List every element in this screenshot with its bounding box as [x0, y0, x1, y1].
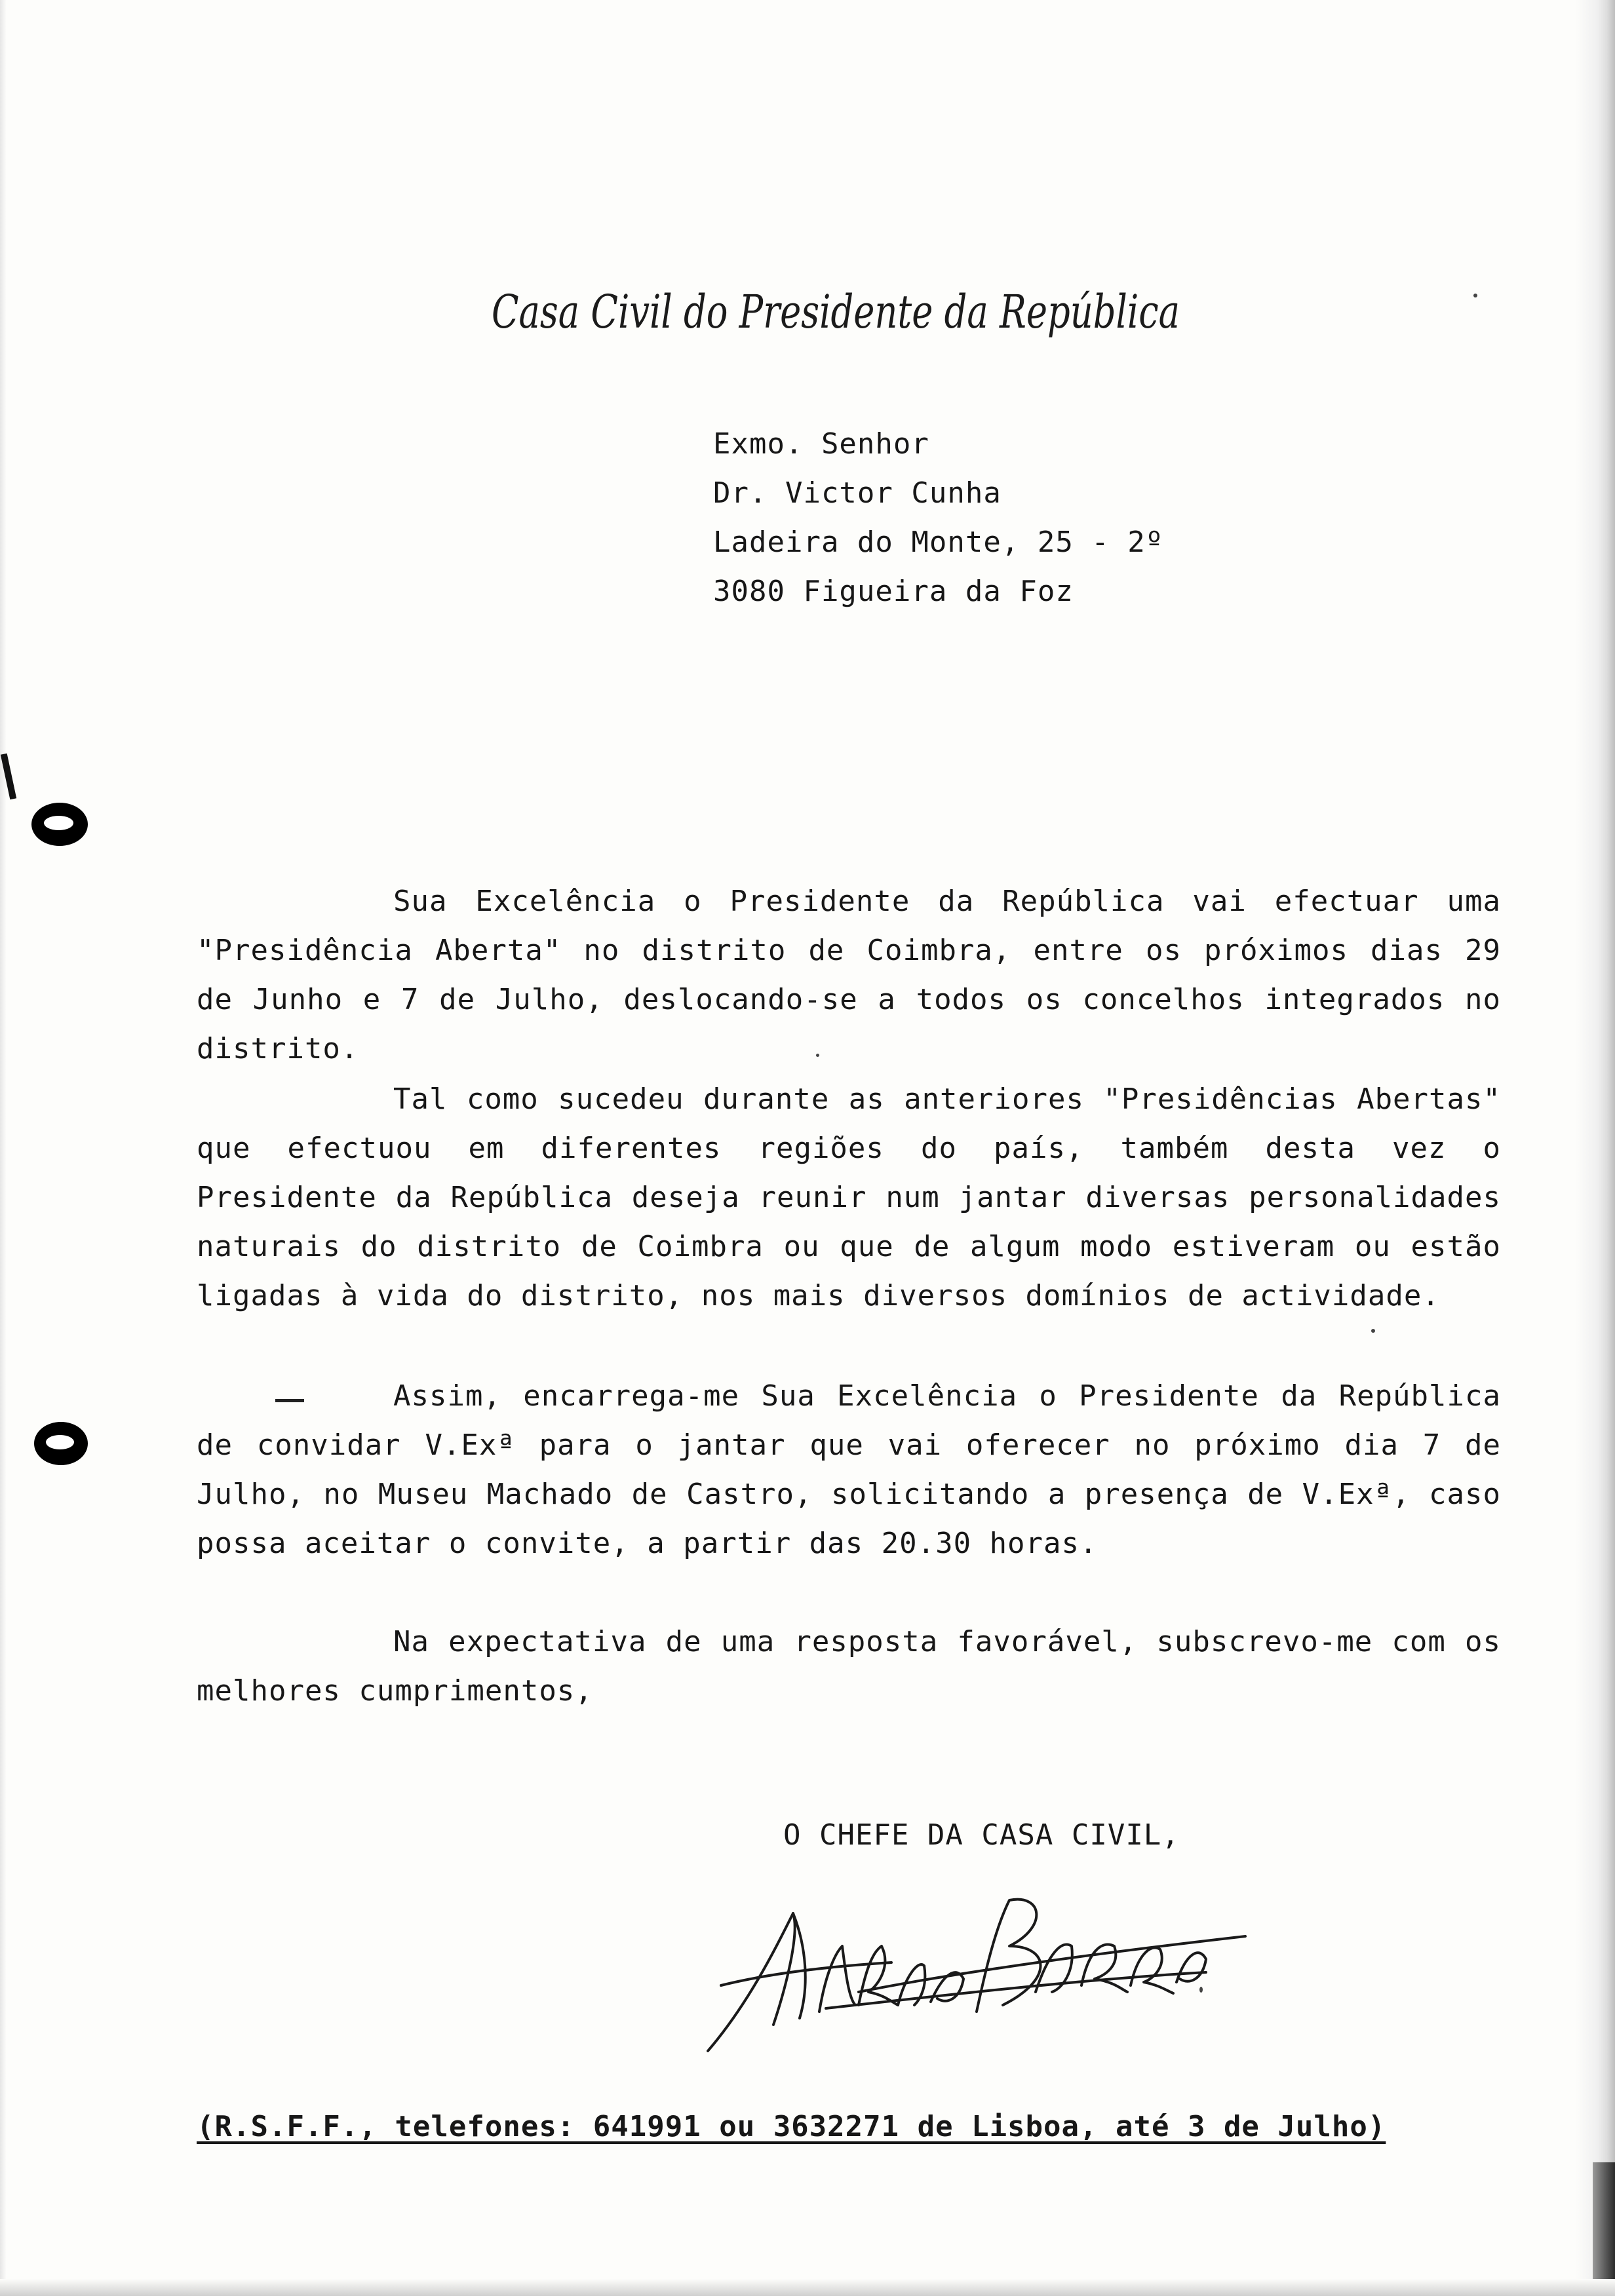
punch-hole-top	[31, 803, 88, 846]
letterhead	[492, 275, 1213, 347]
scan-bottom-edge	[0, 2279, 1615, 2296]
speck	[1371, 1329, 1375, 1333]
scan-left-edge	[0, 0, 7, 2296]
signature	[695, 1874, 1258, 2071]
handwritten-signature	[695, 1874, 1258, 2071]
speck	[1473, 294, 1477, 297]
punch-hole-bottom	[34, 1422, 88, 1465]
svg-text:Casa Civil do Presidente da Re: Casa Civil do Presidente da República	[492, 285, 1180, 339]
recipient-address	[713, 419, 1303, 616]
paragraph-1: Sua Excelência o Presidente da República vai efectuar uma "Presidência Aberta" no distrito de Coimbra, entre os próximos dias 29 de Junho e 7 de Julho, deslocando-se a todos os concelhos integrados no distrito.	[197, 885, 1501, 1065]
paragraph-4: Na expectativa de uma resposta favorável, subscrevo-me com os melhores cumprimentos,	[197, 1625, 1501, 1708]
paragraph-2: Tal como sucedeu durante as anteriores "Presidências Abertas" que efectuou em diferentes regiões do país, também desta vez o Presidente da República deseja reunir num jantar diversas personalidades naturais do distrito de Coimbra ou que de algum modo estiveram ou estão ligadas à vida do distrito, nos mais diversos domínios de actividade.	[197, 1082, 1501, 1312]
footer-note: (R.S.F.F., telefones: 641991 ou 3632271 de Lisboa, até 3 de Julho)	[197, 2110, 1386, 2143]
address-street: Ladeira do Monte, 25 - 2º	[713, 526, 1164, 559]
address-salutation: Exmo. Senhor	[713, 427, 929, 461]
letterhead-script	[492, 275, 1213, 347]
scan-right-edge	[1576, 0, 1615, 2296]
signoff: O CHEFE DA CASA CIVIL,	[783, 1818, 1180, 1852]
scan-right-edge-shadow	[1593, 2162, 1615, 2296]
paragraph-3: Assim, encarrega-me Sua Excelência o Presidente da República de convidar V.Exª para o jantar que vai oferecer no próximo dia 7 de Julho, no Museu Machado de Castro, solicitando a presença de V.Exª, caso possa aceitar o convite, a partir das 20.30 horas.	[197, 1379, 1501, 1560]
address-city: 3080 Figueira da Foz	[713, 575, 1074, 608]
address-name: Dr. Victor Cunha	[713, 476, 1002, 510]
